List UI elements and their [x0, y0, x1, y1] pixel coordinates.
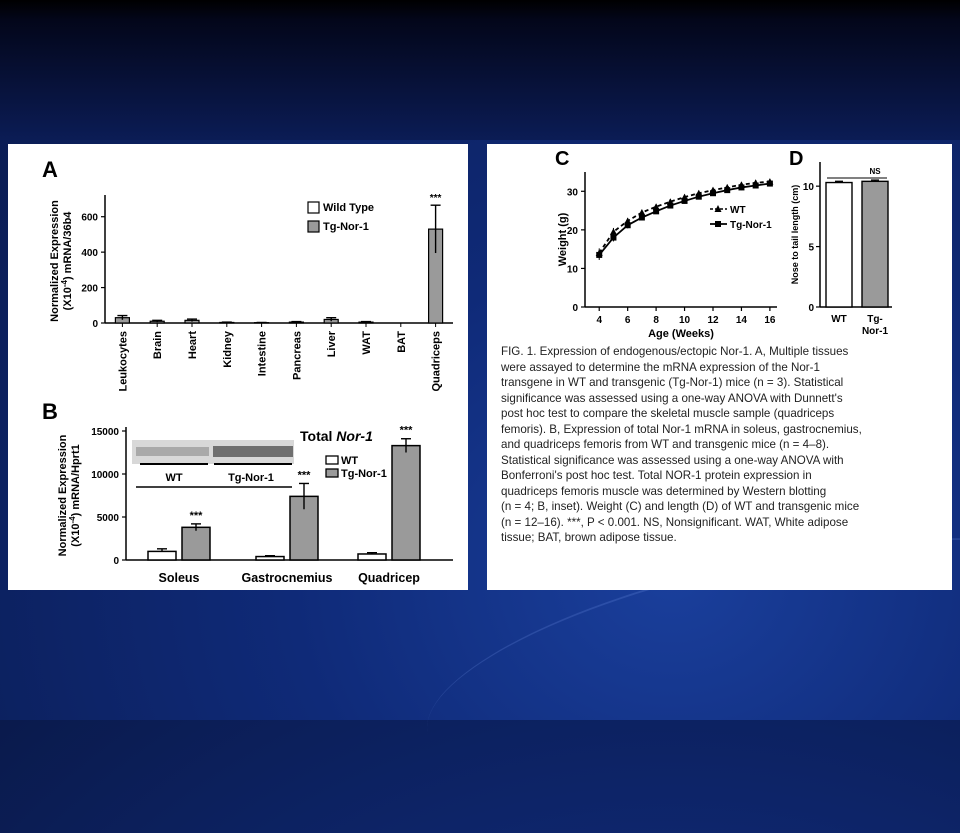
c-point-tg — [639, 215, 645, 221]
caption-line: transgene in WT and transgenic (Tg-Nor-1) mice (n = 3). Statistical — [501, 375, 941, 391]
b-y-tick-label: 0 — [113, 556, 119, 567]
c-x-tick-label: 8 — [653, 315, 659, 326]
d-y-tick-label: 0 — [808, 303, 814, 314]
panel-b-letter: B — [42, 399, 58, 424]
b-legend-wt: WT — [341, 455, 358, 467]
a-legend-tg: Tg-Nor-1 — [323, 221, 369, 233]
d-y-tick-label: 5 — [808, 243, 814, 254]
c-x-tick-label: 14 — [736, 315, 748, 326]
b-legend-tg: Tg-Nor-1 — [341, 468, 387, 480]
caption-line: tissue; BAT, brown adipose tissue. — [501, 530, 941, 546]
b-significance: *** — [190, 510, 204, 522]
c-point-tg — [625, 222, 631, 228]
c-point-tg — [682, 198, 688, 204]
a-y-tick-label: 0 — [92, 319, 98, 330]
b-bar-tg — [392, 446, 420, 560]
c-point-tg — [710, 190, 716, 196]
c-point-tg — [696, 194, 702, 200]
caption-line: were assayed to determine the mRNA expression of the Nor-1 — [501, 360, 941, 376]
a-y-tick-label: 600 — [81, 213, 98, 224]
d-y-label — [790, 185, 800, 285]
c-line-wt — [599, 182, 770, 253]
c-x-tick-label: 10 — [679, 315, 691, 326]
d-x-tick-label: Tg- — [867, 314, 883, 325]
caption-line: quadriceps femoris muscle was determined by Western blotting — [501, 484, 941, 500]
c-x-tick-label: 4 — [596, 315, 602, 326]
b-y-label — [57, 434, 82, 556]
b-y-label-line1: Normalized Expression — [57, 434, 69, 556]
figure-caption — [501, 344, 941, 546]
d-x-tick-label: Nor-1 — [862, 326, 889, 337]
a-x-tick-label: Intestine — [257, 331, 269, 376]
right-figure-panel — [487, 144, 952, 590]
a-y-label-line2 — [60, 211, 75, 311]
d-x-tick-label: WT — [831, 314, 847, 325]
a-x-tick-label: Leukocytes — [117, 331, 129, 392]
c-x-label: Age (Weeks) — [648, 328, 714, 340]
b-bar-tg — [182, 527, 210, 560]
c-y-label-text: Weight (g) — [557, 212, 569, 266]
a-y-label-exp: -4 — [60, 280, 69, 288]
caption-line: (n = 12–16). ***, P < 0.001. NS, Nonsignificant. WAT, White adipose — [501, 515, 941, 531]
b-x-tick-label: Gastrocnemius — [241, 571, 332, 585]
a-x-tick-label: Pancreas — [291, 331, 303, 380]
panel-a-letter: A — [42, 157, 58, 182]
b-y-tick-label: 15000 — [91, 427, 119, 438]
b-y-label-exp: -4 — [68, 516, 77, 524]
a-y-label-post: ) mRNA/36b4 — [62, 211, 74, 280]
a-x-tick-label: Kidney — [222, 330, 234, 368]
top-gradient-band — [0, 0, 960, 140]
b-legend-swatch-tg — [326, 469, 338, 477]
a-y-label-line1: Normalized Expression — [49, 200, 61, 322]
c-point-tg — [767, 181, 773, 187]
c-point-tg — [653, 208, 659, 214]
b-significance: *** — [400, 425, 414, 437]
d-bar-wt — [826, 183, 852, 307]
c-legend-wt: WT — [730, 205, 746, 216]
c-x-tick-label: 16 — [764, 315, 776, 326]
c-y-tick-label: 20 — [567, 226, 579, 237]
caption-line: FIG. 1. Expression of endogenous/ectopic Nor-1. A, Multiple tissues — [501, 344, 941, 360]
b-significance: *** — [298, 469, 312, 481]
c-y-tick-label: 0 — [572, 303, 578, 314]
b-y-tick-label: 10000 — [91, 470, 119, 481]
caption-line: Bonferroni's post hoc test. Total NOR-1 protein expression in — [501, 468, 941, 484]
a-y-label-pre: (X10 — [62, 287, 74, 310]
b-inset-title — [300, 428, 373, 444]
b-western-blot-inset — [132, 440, 294, 487]
c-point-tg — [724, 187, 730, 193]
chart-b — [57, 425, 453, 585]
b-x-tick-label: Soleus — [159, 571, 200, 585]
blot-bands-wt — [136, 447, 209, 456]
a-legend-swatch-wt — [308, 202, 319, 213]
b-y-label-line2 — [68, 444, 83, 547]
c-point-tg — [596, 252, 602, 258]
a-x-tick-label: Brain — [152, 331, 164, 359]
b-inset-title-em: Nor-1 — [336, 428, 373, 444]
a-x-tick-label: Liver — [326, 330, 338, 357]
c-point-tg — [610, 235, 616, 241]
left-figure-panel — [8, 144, 468, 590]
c-legend-marker-tg — [715, 221, 721, 227]
a-y-label — [49, 200, 74, 322]
c-x-tick-label: 6 — [625, 315, 631, 326]
panel-c-letter: C — [555, 148, 569, 170]
b-x-tick-label: Quadricep — [358, 571, 420, 585]
c-legend-tg: Tg-Nor-1 — [730, 220, 772, 231]
b-y-label-post: ) mRNA/Hprt1 — [70, 444, 82, 516]
a-x-tick-label: BAT — [396, 331, 408, 353]
caption-line: and quadriceps femoris from WT and transgenic mice (n = 4–8). — [501, 437, 941, 453]
c-point-tg — [667, 203, 673, 209]
b-bar-wt — [148, 551, 176, 560]
b-legend-swatch-wt — [326, 456, 338, 464]
b-y-label-pre: (X10 — [70, 524, 82, 547]
c-y-tick-label: 10 — [567, 264, 579, 275]
c-y-label — [557, 212, 569, 266]
b-inset-title-pre: Total — [300, 428, 336, 444]
b-bar-wt — [256, 557, 284, 560]
a-y-tick-label: 400 — [81, 248, 98, 259]
c-x-tick-label: 12 — [707, 315, 719, 326]
blot-bands-tg — [213, 446, 293, 457]
a-legend-swatch-tg — [308, 221, 319, 232]
d-bar-tg — [862, 181, 888, 307]
a-y-tick-label: 200 — [81, 284, 98, 295]
caption-line: Statistical significance was assessed using a one-way ANOVA with — [501, 453, 941, 469]
a-legend-wt: Wild Type — [323, 202, 374, 214]
caption-line: significance was assessed using a one-way ANOVA with Dunnett's — [501, 391, 941, 407]
chart-d — [790, 162, 892, 337]
figure-ab — [8, 144, 468, 590]
blot-label-tg: Tg-Nor-1 — [228, 472, 274, 484]
panel-d-letter: D — [789, 148, 803, 170]
a-x-tick-label: Quadriceps — [431, 331, 443, 392]
a-significance: *** — [430, 193, 442, 204]
d-significance: NS — [869, 167, 881, 176]
caption-line: (n = 4; B, inset). Weight (C) and length (D) of WT and transgenic mice — [501, 499, 941, 515]
b-bar-wt — [358, 554, 386, 560]
chart-a — [49, 193, 453, 391]
blot-label-wt: WT — [165, 472, 182, 484]
d-y-label-text: Nose to tail length (cm) — [790, 185, 800, 285]
caption-line: post hoc test to compare the skeletal muscle sample (quadriceps — [501, 406, 941, 422]
b-y-tick-label: 5000 — [97, 513, 120, 524]
chart-c — [557, 172, 777, 340]
a-x-tick-label: Heart — [187, 331, 199, 359]
c-y-tick-label: 30 — [567, 187, 579, 198]
caption-line: femoris). B, Expression of total Nor-1 mRNA in soleus, gastrocnemius, — [501, 422, 941, 438]
c-point-tg — [753, 183, 759, 189]
d-y-tick-label: 10 — [803, 182, 815, 193]
c-point-tg — [738, 184, 744, 190]
a-x-tick-label: WAT — [361, 331, 373, 355]
figure-cd — [487, 144, 952, 344]
